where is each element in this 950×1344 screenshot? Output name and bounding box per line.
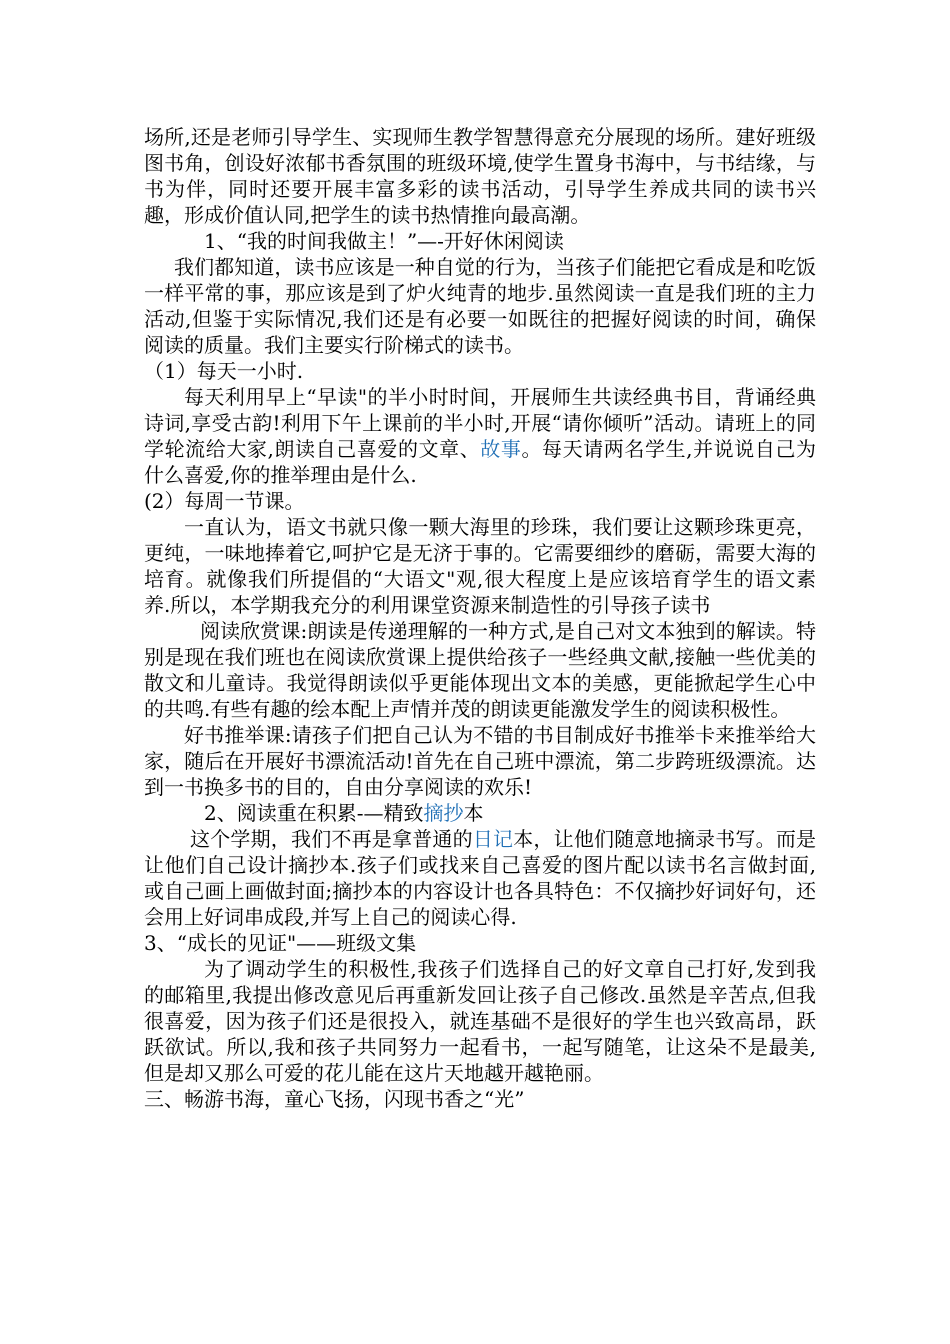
excerpt-link[interactable]: 摘抄 [423, 801, 464, 825]
heading-leisure-reading: 1、“我的时间我做主！”—-开好休闲阅读 [204, 229, 564, 253]
story-link[interactable]: 故事 [480, 437, 522, 461]
heading-accumulation [144, 800, 816, 826]
paragraph-class-anthology: 为了调动学生的积极性,我孩子们选择自己的好文章自己打好,发到我的邮箱里,我提出修改意见后再重新发回让孩子自己修改.虽然是辛苦点,但我很喜爱，因为孩子们还是很投入，就连基础不是很好的学生也兴致高昂，跃跃欲试。所以,我和孩子共同努力一起看书，一起写随笔，让这朵不是最美,但是却又那么可爱的花儿能在这片天地越开越艳丽。 [144, 957, 816, 1085]
text-segment: 2、阅读重在积累-—精致 [204, 801, 424, 825]
document-body [144, 124, 816, 1112]
text-segment: 这个学期，我们不再是拿普通的 [190, 827, 473, 851]
paragraph-intro: 场所,还是老师引导学生、实现师生教学智慧得意充分展现的场所。建好班级图书角，创设好浓郁书香氛围的班级环境,使学生置身书海中，与书结缘，与书为伴，同时还要开展丰富多彩的读书活动，引导学生养成共同的读书兴趣，形成价值认同,把学生的读书热情推向最高潮。 [144, 125, 816, 227]
text-segment: 本，让他们随意地摘录书写。而是让他们自己设计摘抄本.孩子们或找来自己喜爱的图片配以读书名言做封面,或自己画上画做封面;摘抄本的内容设计也各具特色：不仅摘抄好词好句，还会用上好词串成段,并写上自己的阅读心得. [144, 827, 817, 929]
paragraph-book-recommendation: 好书推举课:请孩子们把自己认为不错的书目制成好书推举卡来推举给大家，随后在开展好书漂流活动!首先在自己班中漂流，第二步跨班级漂流。达到一书换多书的目的，自由分享阅读的欢乐! [144, 723, 816, 799]
text-segment: 每天利用早上“早读"的半小时时间，开展师生共读经典书目，背诵经典诗词,享受古韵!利用下午上课前的半小时,开展“请你倾听”活动。请班上的同学轮流给大家,朗读自己喜爱的文章、 [144, 385, 816, 461]
diary-link[interactable]: 日记 [472, 827, 514, 851]
text-segment: 。每天请两名学生,并说说自己为什么喜爱,你的推举理由是什么. [144, 437, 817, 487]
paragraph-excerpt-book [144, 826, 816, 930]
text-segment: 本 [463, 801, 484, 825]
section-heading-three: 三、畅游书海，童心飞扬，闪现书香之“光” [144, 1087, 525, 1111]
subheading-weekly-class: (2）每周一节课。 [144, 489, 305, 513]
subheading-daily-hour: （1）每天一小时. [144, 359, 304, 383]
paragraph-appreciation-class: 阅读欣赏课:朗读是传递理解的一种方式,是自己对文本独到的解读。特别是现在我们班也在阅读欣赏课上提供给孩子一些经典文献,接触一些优美的散文和儿童诗。我觉得朗读似乎更能体现出文本的美感，更能掀起学生心中的共鸣.有些有趣的绘本配上声情并茂的朗读更能激发学生的阅读积极性。 [144, 619, 816, 721]
paragraph-chinese-literacy: 一直认为，语文书就只像一颗大海里的珍珠，我们要让这颗珍珠更亮，更纯，一味地捧着它,呵护它是无济于事的。它需要细纱的磨砺，需要大海的培育。就像我们所提倡的“大语文"观,很大程度上是应该培育学生的语文素养.所以，本学期我充分的利用课堂资源来制造性的引导孩子读书 [144, 515, 816, 617]
paragraph-daily-reading [144, 384, 816, 488]
heading-class-anthology: 3、“成长的见证"——班级文集 [144, 931, 417, 955]
paragraph-reading-habit: 我们都知道，读书应该是一种自觉的行为，当孩子们能把它看成是和吃饭一样平常的事，那应该是到了炉火纯青的地步.虽然阅读一直是我们班的主力活动,但鉴于实际情况,我们还是有必要一如既往的把握好阅读的时间，确保阅读的质量。我们主要实行阶梯式的读书。 [144, 255, 816, 357]
